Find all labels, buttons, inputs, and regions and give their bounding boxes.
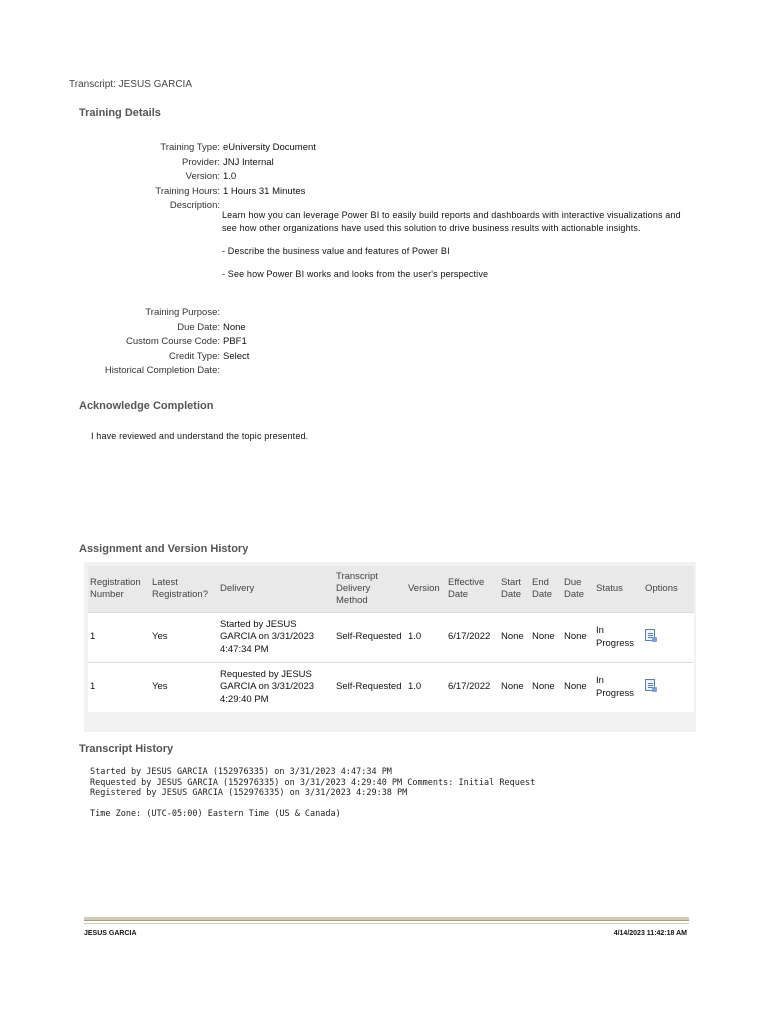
cell-options <box>643 613 694 663</box>
detail-row-provider <box>80 156 700 171</box>
column-header: End Date <box>530 566 562 613</box>
cell-version: 1.0 <box>406 663 446 713</box>
history-line: Requested by JESUS GARCIA (152976335) on 3/31/2023 4:29:40 PM Comments: Initial Request <box>90 777 536 788</box>
detail-label: Due Date: <box>177 321 220 333</box>
transcript-history-log <box>90 767 535 799</box>
detail-value: Select <box>223 350 250 362</box>
cell-delivery: Requested by JESUS GARCIA on 3/31/2023 4:29:40 PM <box>218 663 334 713</box>
column-header: Start Date <box>499 566 530 613</box>
detail-value <box>220 306 223 321</box>
detail-row-training-purpose <box>80 306 700 321</box>
detail-value: eUniversity Document <box>223 142 316 153</box>
cell-status: In Progress <box>594 663 643 713</box>
footer-datetime: 4/14/2023 11:42:18 AM <box>613 930 687 937</box>
detail-label: Credit Type: <box>168 350 220 362</box>
detail-value: 1.0 <box>223 171 237 182</box>
cell-due-date: None <box>562 613 594 663</box>
detail-label: Description: <box>169 200 220 211</box>
detail-label: Training Hours: <box>155 185 220 197</box>
detail-value: None <box>223 321 246 333</box>
detail-row-course-code <box>80 335 700 350</box>
assignment-history-panel <box>84 562 696 732</box>
description-bullet: - See how Power BI works and looks from the user's perspective <box>222 269 489 279</box>
cell-start-date: None <box>499 663 530 713</box>
cell-method: Self-Requested <box>334 663 406 713</box>
detail-value: JNJ Internal <box>223 156 274 168</box>
history-line: Started by JESUS GARCIA (152976335) on 3/31/2023 4:47:34 PM <box>90 767 392 777</box>
cell-effective-date: 6/17/2022 <box>446 663 499 713</box>
transcript-title: Transcript: JESUS GARCIA <box>69 79 192 90</box>
cell-latest: Yes <box>150 613 218 663</box>
cell-delivery: Started by JESUS GARCIA on 3/31/2023 4:47:34 PM <box>218 613 334 663</box>
detail-row-due-date <box>80 321 700 336</box>
footer-name: JESUS GARCIA <box>84 930 137 937</box>
training-details-grid <box>80 141 700 214</box>
acknowledge-heading: Acknowledge Completion <box>79 400 214 412</box>
cell-due-date: None <box>562 663 594 713</box>
cell-method: Self-Requested <box>334 613 406 663</box>
description-paragraph: Learn how you can leverage Power BI to easily build reports and dashboards with interactive visualizations and see how other organizations have used this solution to drive business results with actionable insights. <box>222 210 681 233</box>
timezone-text: Time Zone: (UTC-05:00) Eastern Time (US & Canada) <box>90 809 341 819</box>
cell-status: In Progress <box>594 613 643 663</box>
detail-row-training-type <box>80 141 700 156</box>
column-header: Due Date <box>562 566 594 613</box>
detail-value: 1 Hours 31 Minutes <box>223 185 306 197</box>
detail-label: Custom Course Code: <box>126 336 220 347</box>
acknowledge-text: I have reviewed and understand the topic presented. <box>91 431 309 441</box>
detail-label: Provider: <box>181 156 220 168</box>
detail-label: Historical Completion Date: <box>104 365 220 376</box>
description-text <box>222 209 692 291</box>
cell-version: 1.0 <box>406 613 446 663</box>
detail-label: Version: <box>185 171 220 182</box>
column-header: Latest Registration? <box>150 566 218 613</box>
training-details-grid-lower <box>80 306 700 379</box>
column-header: Effective Date <box>446 566 499 613</box>
detail-label: Training Type: <box>160 142 220 153</box>
description-bullet: - Describe the business value and features of Power BI <box>222 246 450 256</box>
document-icon[interactable] <box>645 679 655 691</box>
cell-end-date: None <box>530 663 562 713</box>
cell-registration: 1 <box>88 613 150 663</box>
column-header: Status <box>594 566 643 613</box>
detail-label: Training Purpose: <box>145 307 220 318</box>
footer-divider <box>84 917 689 921</box>
document-icon[interactable] <box>645 629 655 641</box>
assignment-history-table <box>88 566 694 712</box>
training-details-heading: Training Details <box>79 107 161 119</box>
detail-row-credit-type <box>80 350 700 365</box>
column-header: Registration Number <box>88 566 150 613</box>
table-row <box>88 663 694 713</box>
detail-value: PBF1 <box>223 336 247 347</box>
cell-registration: 1 <box>88 663 150 713</box>
detail-row-historical-completion <box>80 364 700 379</box>
cell-latest: Yes <box>150 663 218 713</box>
column-header: Options <box>643 566 694 613</box>
history-line: Registered by JESUS GARCIA (152976335) on 3/31/2023 4:29:38 PM <box>90 788 408 798</box>
column-header: Version <box>406 566 446 613</box>
detail-row-version <box>80 170 700 185</box>
cell-start-date: None <box>499 613 530 663</box>
transcript-history-heading: Transcript History <box>79 743 174 755</box>
column-header: Delivery <box>218 566 334 613</box>
column-header: Transcript Delivery Method <box>334 566 406 613</box>
assignment-history-heading: Assignment and Version History <box>79 543 249 555</box>
cell-effective-date: 6/17/2022 <box>446 613 499 663</box>
cell-end-date: None <box>530 613 562 663</box>
cell-options <box>643 663 694 713</box>
detail-row-training-hours <box>80 185 700 200</box>
table-header-row <box>88 566 694 613</box>
detail-value <box>220 364 223 379</box>
footer-divider-thin <box>84 923 689 924</box>
table-row <box>88 613 694 663</box>
